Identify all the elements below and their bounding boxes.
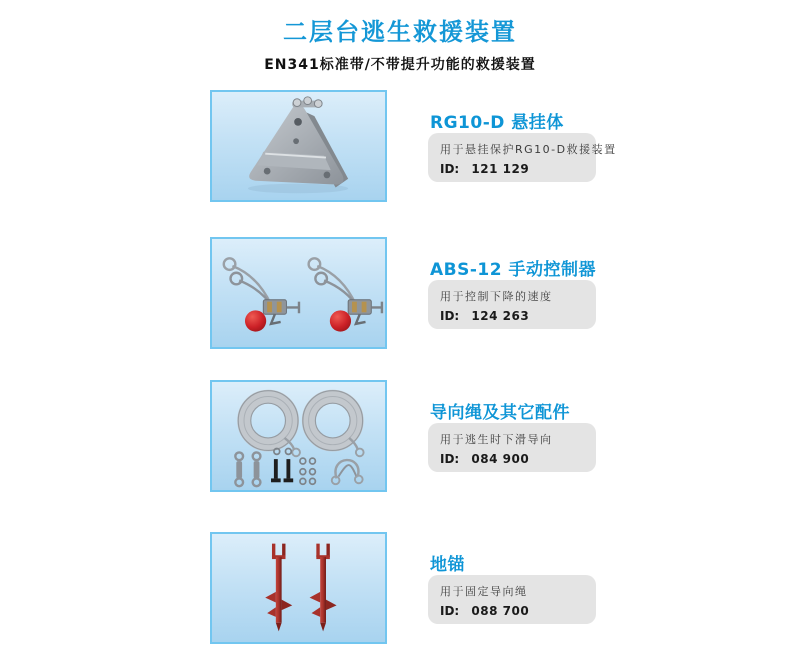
id-value: 121 129 — [471, 162, 530, 176]
turnbuckles — [235, 452, 260, 486]
id-label: ID: — [440, 604, 460, 618]
product-section-ground-anchor — [0, 532, 800, 662]
ground-anchor-image — [210, 532, 387, 644]
page-title: 二层台逃生救援装置 — [283, 18, 517, 46]
product-desc-box-abs12 — [428, 280, 596, 329]
product-section-abs12 — [0, 237, 800, 367]
product-description: 用于控制下降的速度 — [440, 290, 553, 303]
product-desc-box-ground-anchor — [428, 575, 596, 624]
guide-rope-accessories-image — [210, 380, 387, 492]
rope-coil-left — [238, 391, 300, 457]
rg10d-suspension-body-illustration — [212, 92, 385, 200]
ground-anchor-illustration — [212, 534, 385, 642]
id-label: ID: — [440, 162, 460, 176]
wire-sling — [332, 460, 363, 484]
product-name-guide-rope: 导向绳及其它配件 — [430, 403, 570, 423]
product-id-line — [440, 604, 584, 618]
product-id-line — [440, 162, 584, 176]
id-label: ID: — [440, 452, 460, 466]
rope-coil-right — [303, 391, 364, 457]
controller-right — [309, 258, 383, 331]
product-id-line — [440, 452, 584, 466]
abs12-manual-controller-illustration — [212, 239, 385, 347]
product-id-line — [440, 309, 584, 323]
product-desc-box-guide-rope — [428, 423, 596, 472]
product-description: 用于逃生时下滑导向 — [440, 433, 553, 446]
product-description: 用于固定导向绳 — [440, 585, 528, 598]
page-header — [0, 12, 800, 74]
id-value: 124 263 — [471, 309, 530, 323]
product-name-rg10d: RG10-D 悬挂体 — [430, 113, 564, 133]
id-value: 084 900 — [471, 452, 530, 466]
anchor-right — [310, 544, 337, 632]
rg10d-suspension-body-image — [210, 90, 387, 202]
page-subtitle: EN341标准带/不带提升功能的救援装置 — [264, 57, 536, 73]
id-label: ID: — [440, 309, 460, 323]
product-name-ground-anchor: 地锚 — [430, 555, 465, 575]
product-section-rg10d — [0, 90, 800, 220]
id-value: 088 700 — [471, 604, 530, 618]
product-desc-box-rg10d — [428, 133, 617, 182]
bolts — [271, 459, 293, 482]
guide-rope-accessories-illustration — [212, 382, 385, 490]
abs12-manual-controller-image — [210, 237, 387, 349]
anchor-left — [265, 544, 292, 632]
product-section-guide-rope — [0, 380, 800, 510]
product-name-abs12: ABS-12 手动控制器 — [430, 260, 596, 280]
controller-left — [224, 258, 300, 331]
product-description: 用于悬挂保护RG10-D救援装置 — [440, 143, 617, 156]
